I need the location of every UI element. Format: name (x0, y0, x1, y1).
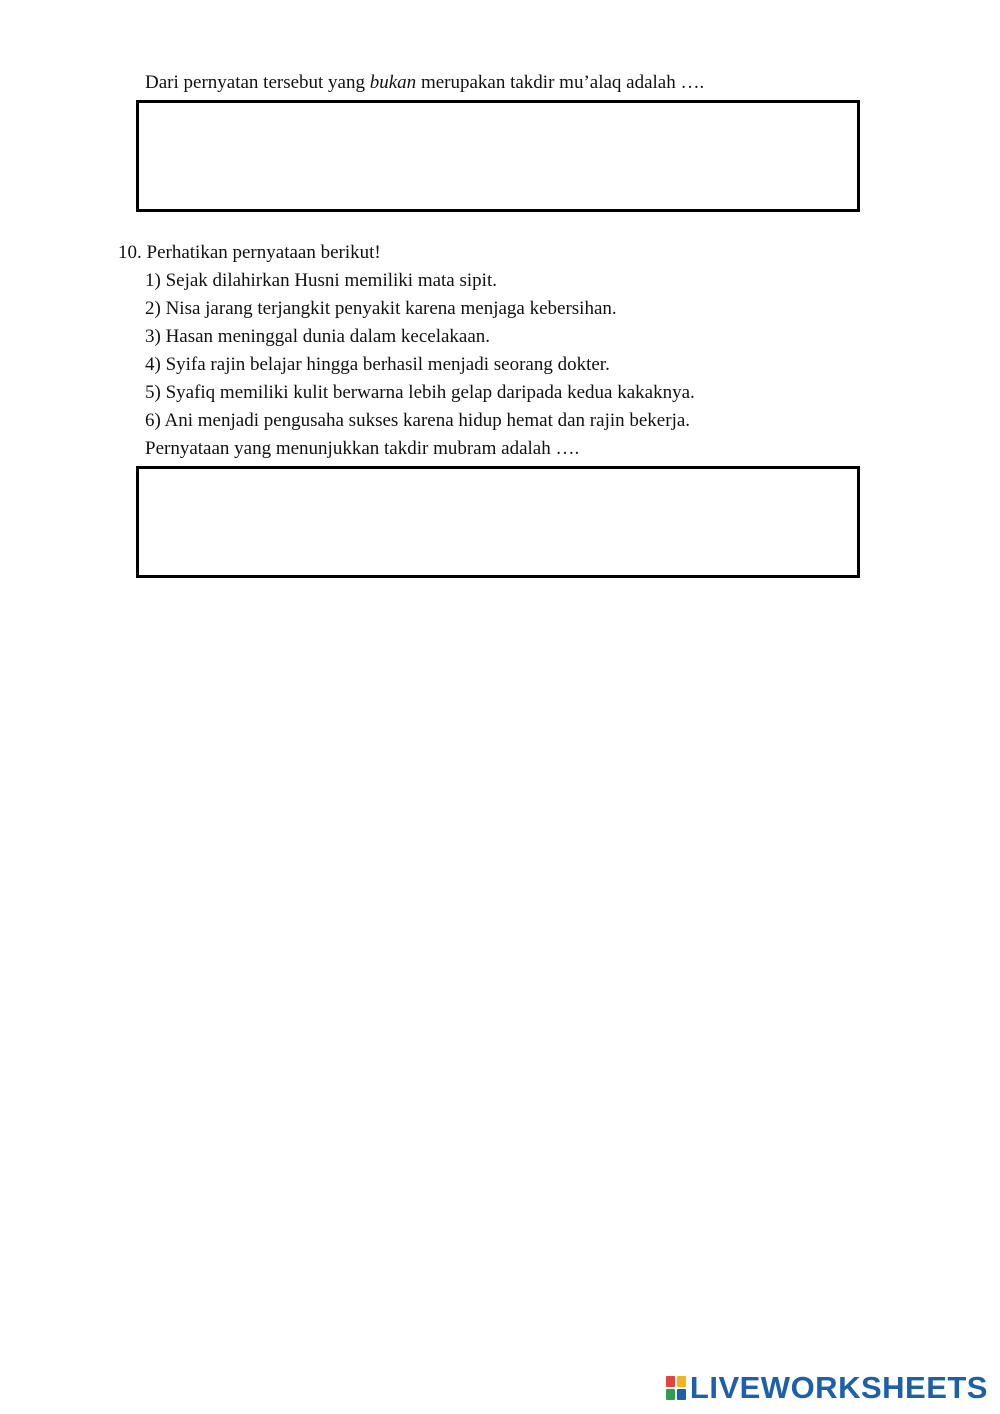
q10-answer-box[interactable] (136, 466, 860, 578)
q10-statement-3: 3) Hasan meninggal dunia dalam kecelakaan. (145, 326, 491, 347)
liveworksheets-logo-icon (666, 1376, 686, 1400)
q9-prompt-after: merupakan takdir mu’alaq adalah …. (416, 72, 705, 93)
q10-answer-input[interactable] (139, 469, 857, 575)
q10-prompt: Pernyataan yang menunjukkan takdir mubram adalah …. (145, 438, 580, 459)
liveworksheets-logo (666, 1370, 988, 1406)
q10-statement-5: 5) Syafiq memiliki kulit berwarna lebih gelap daripada kedua kakaknya. (145, 382, 695, 403)
q9-answer-box[interactable] (136, 100, 860, 212)
q9-prompt-emphasis: bukan (369, 72, 417, 93)
logo-square-green (666, 1389, 675, 1400)
q10-statement-4: 4) Syifa rajin belajar hingga berhasil menjadi seorang dokter. (145, 354, 610, 375)
logo-square-blue (677, 1389, 686, 1400)
logo-square-yellow (677, 1376, 686, 1387)
q10-statement-1: 1) Sejak dilahirkan Husni memiliki mata sipit. (145, 270, 497, 291)
q9-prompt-before: Dari pernyatan tersebut yang (145, 72, 370, 93)
q10-statement-6: 6) Ani menjadi pengusaha sukses karena hidup hemat dan rajin bekerja. (145, 410, 691, 431)
q9-prompt (145, 71, 704, 95)
q10-heading: 10. Perhatikan pernyataan berikut! (118, 242, 381, 263)
liveworksheets-brand: LIVEWORKSHEETS (689, 1370, 988, 1405)
logo-square-red (666, 1376, 675, 1387)
q10-statement-2: 2) Nisa jarang terjangkit penyakit karena menjaga kebersihan. (145, 298, 617, 319)
q9-answer-input[interactable] (139, 103, 857, 209)
